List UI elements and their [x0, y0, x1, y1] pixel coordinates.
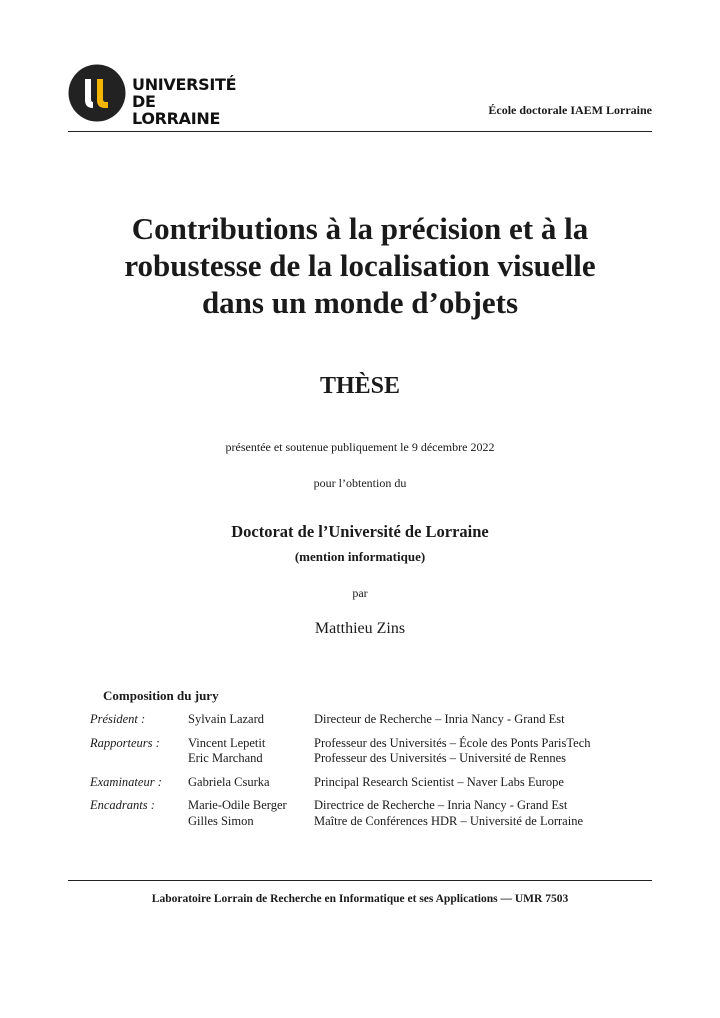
jury-titles — [314, 736, 644, 767]
jury-titles — [314, 798, 644, 829]
presentation-text: présentée et soutenue publiquement le 9 décembre 2022 — [225, 440, 495, 454]
thesis-title — [68, 210, 652, 321]
title-line2: robustesse de la localisation visuelle — [124, 248, 596, 283]
jury-member: Marie-Odile Berger — [188, 798, 287, 812]
logo-wordmark — [132, 76, 248, 127]
laboratory-name: Laboratoire Lorrain de Recherche en Informatique et ses Applications — UMR 7503 — [151, 893, 569, 905]
jury-role: Examinateur : — [90, 774, 162, 789]
jury-row-examinateur — [90, 775, 644, 791]
jury-role: Président : — [90, 712, 146, 726]
these-heading: THÈSE — [319, 373, 401, 399]
jury-member: Gabriela Csurka — [188, 774, 270, 789]
logo-line1: UNIVERSITÉ — [132, 75, 237, 94]
title-line1: Contributions à la précision et à la — [131, 211, 589, 246]
jury-affiliation: Professeur des Universités – École des Ponts ParisTech — [314, 735, 591, 750]
title-line3: dans un monde d’objets — [201, 285, 519, 320]
jury-titles — [314, 775, 644, 791]
jury-affiliation: Directeur de Recherche – Inria Nancy - Grand Est — [314, 712, 565, 726]
jury-names — [188, 798, 314, 829]
jury-row-rapporteurs — [90, 736, 644, 767]
jury-titles — [314, 712, 644, 728]
jury-affiliation: Professeur des Universités – Université de Rennes — [314, 751, 567, 765]
footer-divider — [68, 880, 652, 881]
university-logo — [68, 64, 248, 128]
mention-text: (mention informatique) — [294, 549, 426, 564]
jury-table — [90, 712, 644, 837]
universite-de-lorraine-logo-icon — [68, 64, 126, 122]
jury-names — [188, 775, 314, 791]
par-text: par — [352, 586, 368, 600]
jury-affiliation: Directrice de Recherche – Inria Nancy - Grand Est — [314, 798, 568, 812]
logo-line2: DE LORRAINE — [132, 92, 221, 128]
jury-names — [188, 736, 314, 767]
obtention-text: pour l’obtention du — [313, 476, 407, 490]
jury-names — [188, 712, 314, 728]
jury-affiliation: Principal Research Scientist – Naver Labs Europe — [314, 774, 564, 789]
header-divider — [68, 131, 652, 132]
jury-member: Eric Marchand — [188, 751, 263, 765]
jury-role: Encadrants : — [90, 798, 155, 812]
doctorat-title: Doctorat de l’Université de Lorraine — [231, 522, 489, 541]
jury-member: Sylvain Lazard — [188, 712, 265, 726]
jury-row-president — [90, 712, 644, 728]
jury-member: Gilles Simon — [188, 813, 254, 828]
jury-member: Vincent Lepetit — [188, 735, 266, 750]
jury-role: Rapporteurs : — [90, 735, 160, 750]
jury-heading: Composition du jury — [103, 688, 219, 703]
jury-row-encadrants — [90, 798, 644, 829]
jury-affiliation: Maître de Conférences HDR – Université de Lorraine — [314, 813, 584, 828]
ecole-doctorale: École doctorale IAEM Lorraine — [488, 103, 652, 117]
author-name: Matthieu Zins — [314, 620, 406, 637]
